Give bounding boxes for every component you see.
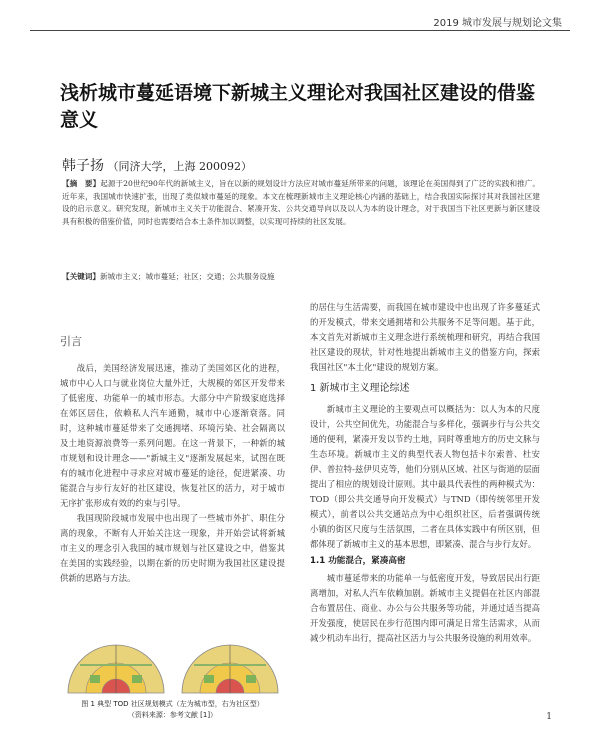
intro-heading: 引言 <box>60 335 82 348</box>
abstract-label: 【摘 要】 <box>62 179 101 188</box>
keywords <box>62 271 540 282</box>
figure-caption: 图 1 典型 TOD 社区规划模式（左为城市型，右为社区型） <box>81 700 264 708</box>
right-intro: 的居住与生活需要，而我国在城市建设中也出现了许多蔓延式的开发模式，带来交通拥堵和公共服务不足等问题。基于此，本文首先对新城市主义理念进行系统梳理和研究，再结合我国社区建设的现状，针对性地提出新城市主义的借鉴方向，探索我国社区"本土化"建设的规划方案。 <box>310 302 540 372</box>
author-line <box>62 155 252 175</box>
header-rule <box>30 30 570 31</box>
running-header: 2019 城市发展与规划论文集 <box>433 18 562 29</box>
left-column <box>60 300 285 586</box>
right-paragraph: 新城市主义理论的主要观点可以概括为：以人为本的尺度设计，公共空间优先，功能混合与多样化，强调步行与公共交通的便利，紧凑开发以节约土地，同时尊重地方的历史文脉与生态环境。新城市主义的典型代表人物包括卡尔索普、杜安伊、普拉特-兹伊贝克等，他们分别从区域、社区与街道的层面提出了相应的规划设计原则。其中最具代表性的两种模式为：TOD（即公共交通导向开发模式）与TND（即传统邻里开发模式），前者以公共交通站点为中心组织社区，后者强调传统小镇的街区尺度与生活氛围，二者在具体实践中有所区别，但都体现了新城市主义的基本思想，即紧凑、混合与步行友好。 <box>310 404 540 549</box>
keywords-label: 【关键词】 <box>62 272 100 281</box>
figure-source: （资料来源：参考文献 [1]） <box>127 711 218 719</box>
abstract <box>62 178 540 228</box>
right-paragraph: 城市蔓延带来的功能单一与低密度开发，导致居民出行距离增加，对私人汽车依赖加剧。新城市主义提倡在社区内部混合布置居住、商业、办公与公共服务等功能，并通过适当提高开发强度，使居民在步行范围内即可满足日常生活需求，从而减少机动车出行，提高社区活力与公共服务设施的利用效率。 <box>310 573 540 643</box>
keywords-text: 新城市主义；城市蔓延；社区；交通；公共服务设施 <box>99 272 275 281</box>
left-paragraph: 战后，美国经济发展迅速，推动了美国郊区化的进程，城市中心人口与就业岗位大量外迁，大规模的郊区开发带来了低密度、功能单一的城市形态。大部分中产阶级家庭选择在郊区居住，依赖私人汽车通勤，城市中心逐渐衰落。同时，这种城市蔓延带来了交通拥堵、环境污染、社会隔离以及土地资源浪费等一系列问题。在这一背景下，一种新的城市规划和设计理念——"新城主义"逐渐发展起来，试图在既有的城市化进程中寻求应对城市蔓延的途径，促进紧凑、功能混合与步行友好的社区建设，恢复社区的活力，对于城市无序扩张形成有效的约束与引导。 <box>60 363 285 508</box>
tod-diagram <box>60 625 285 695</box>
author-name: 韩子扬 <box>62 158 104 174</box>
right-column <box>310 300 540 646</box>
left-paragraph: 我国现阶段城市发展中也出现了一些城市外扩、职住分离的现象，不断有人开始关注这一现象，并开始尝试将新城市主义的理念引入我国的城市规划与社区建设之中，借鉴其在美国的实践经验，以期在新的历史时期为我国社区建设提供新的思路与方法。 <box>60 513 285 583</box>
abstract-text: 起源于20世纪90年代的新城主义，旨在以新的规划设计方法应对城市蔓延所带来的问题，该理论在美国得到了广泛的实践和推广。近年来，我国城市快速扩张，出现了类似城市蔓延的现象。本文在梳理新城市主义理论核心内涵的基础上，结合我国实际探讨其对我国社区建设的启示意义。研究发现，新城市主义关于功能混合、紧凑开发、公共交通导向以及以人为本的设计理念，对于我国当下社区更新与新区建设具有积极的借鉴价值，同时也需要结合本土条件加以调整，以实现可持续的社区发展。 <box>62 179 540 226</box>
subsection-1-1-title: 1.1 功能混合，紧凑高密 <box>310 556 406 566</box>
page-number: 1 <box>546 712 552 722</box>
author-affiliation: （同济大学，上海 200092） <box>107 160 252 173</box>
paper-title: 浅析城市蔓延语境下新城主义理论对我国社区建设的借鉴意义 <box>60 82 536 131</box>
section-1-title: 1 新城市主义理论综述 <box>310 383 410 394</box>
figure-1 <box>60 625 285 721</box>
